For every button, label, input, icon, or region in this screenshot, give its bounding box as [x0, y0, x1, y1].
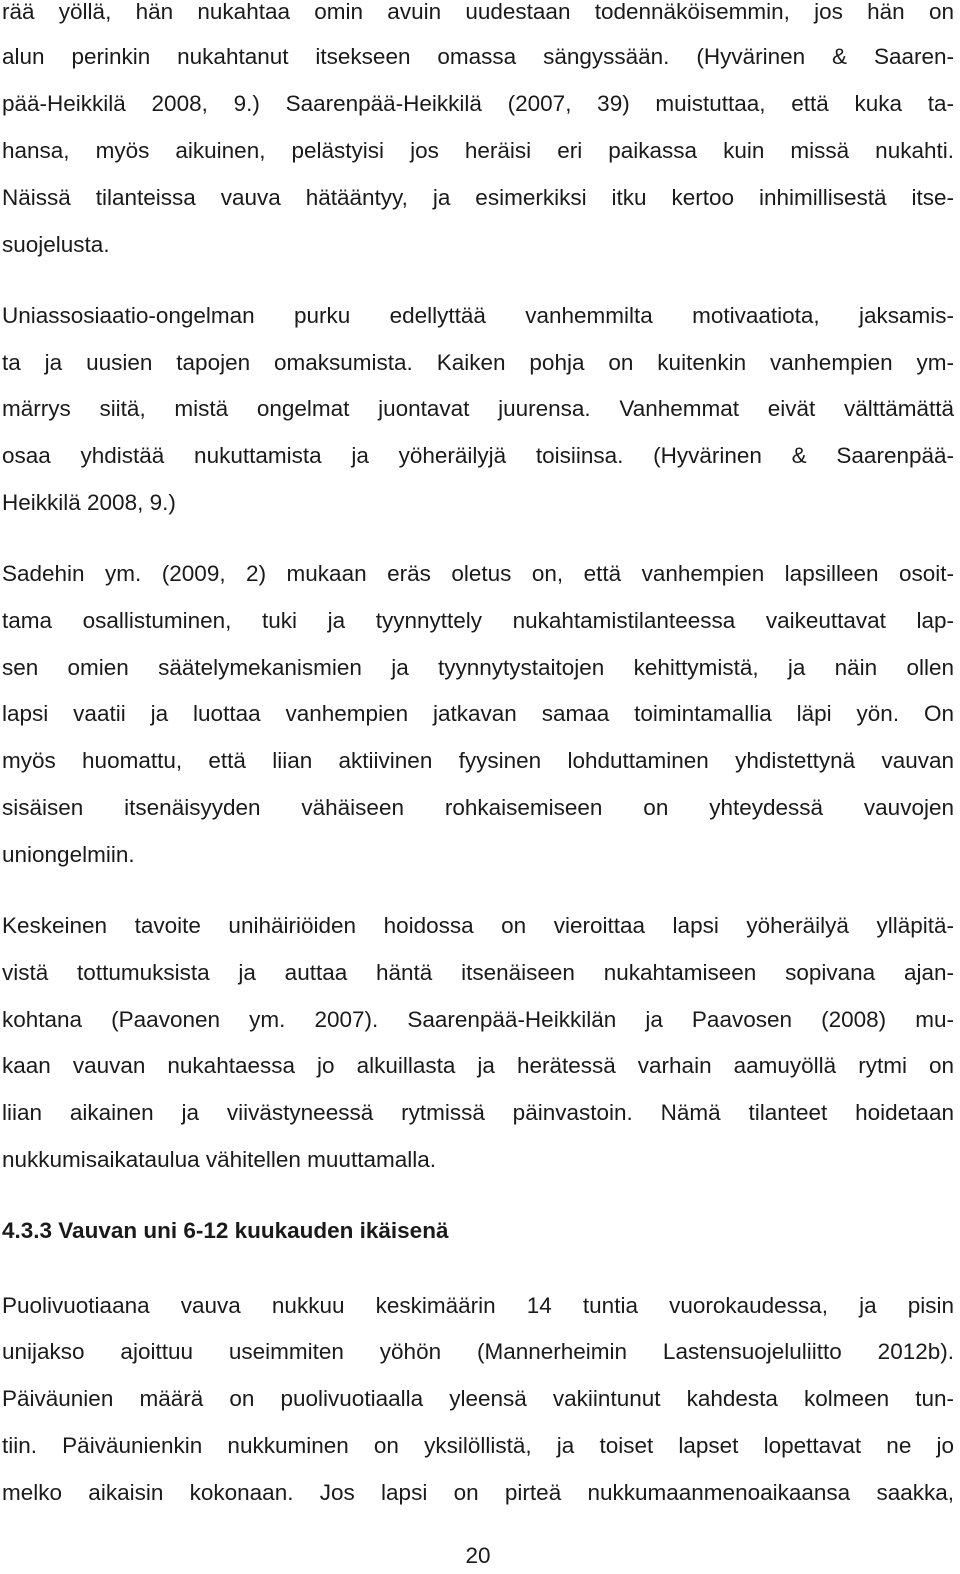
text-line: sen omien säätelymekanismien ja tyynnytystaitojen kehittymistä, ja näin ollen [2, 655, 954, 680]
text-line: Puolivuotiaana vauva nukkuu keskimäärin 14 tuntia vuorokaudessa, ja pisin [2, 1293, 954, 1318]
text-line: ta ja uusien tapojen omaksumista. Kaiken pohja on kuitenkin vanhempien ym- [2, 350, 954, 375]
text-line: unijakso ajoittuu useimmiten yöhön (Mannerheimin Lastensuojeluliitto 2012b). [2, 1339, 954, 1364]
text-line: tama osallistuminen, tuki ja tyynnyttely nukahtamistilanteessa vaikeuttavat lap- [2, 608, 954, 633]
text-line: sisäisen itsenäisyyden vähäiseen rohkaisemiseen on yhteydessä vauvojen [2, 795, 954, 820]
text-line: suojelusta. [2, 232, 110, 257]
text-line: kohtana (Paavonen ym. 2007). Saarenpää-Heikkilän ja Paavosen (2008) mu- [2, 1007, 954, 1032]
text-line: Heikkilä 2008, 9.) [2, 490, 176, 515]
text-line: melko aikaisin kokonaan. Jos lapsi on pirteä nukkumaanmenoaikaansa saakka, [2, 1480, 954, 1505]
page-number: 20 [465, 1543, 491, 1568]
text-line: osaa yhdistää nukuttamista ja yöheräilyjä toisiinsa. (Hyvärinen & Saarenpää- [2, 443, 954, 468]
text-line: Uniassosiaatio-ongelman purku edellyttää vanhemmilta motivaatiota, jaksamis- [2, 303, 954, 328]
text-line: hansa, myös aikuinen, pelästyisi jos heräisi eri paikassa kuin missä nukahti. [2, 138, 954, 163]
text-line: märrys siitä, mistä ongelmat juontavat juurensa. Vanhemmat eivät välttämättä [2, 396, 954, 421]
text-line: vistä tottumuksista ja auttaa häntä itsenäiseen nukahtamiseen sopivana ajan- [2, 960, 954, 985]
text-line: pää-Heikkilä 2008, 9.) Saarenpää-Heikkilä (2007, 39) muistuttaa, että kuka ta- [2, 91, 954, 116]
text-line: liian aikainen ja viivästyneessä rytmissä päinvastoin. Nämä tilanteet hoidetaan [2, 1100, 954, 1125]
section-heading: 4.3.3 Vauvan uni 6-12 kuukauden ikäisenä [2, 1218, 449, 1243]
text-line: Päiväunien määrä on puolivuotiaalla yleensä vakiintunut kahdesta kolmeen tun- [2, 1386, 954, 1411]
text-line: nukkumisaikataulua vähitellen muuttamalla. [2, 1147, 436, 1172]
text-line: Näissä tilanteissa vauva hätääntyy, ja esimerkiksi itku kertoo inhimillisestä itse- [2, 185, 954, 210]
text-line: lapsi vaatii ja luottaa vanhempien jatkavan samaa toimintamallia läpi yön. On [2, 701, 954, 726]
text-line: tiin. Päiväunienkin nukkuminen on yksilöllistä, ja toiset lapset lopettavat ne jo [2, 1433, 954, 1458]
text-line: myös huomattu, että liian aktiivinen fyysinen lohduttaminen yhdistettynä vauvan [2, 748, 954, 773]
text-line: rää yöllä, hän nukahtaa omin avuin uudestaan todennäköisemmin, jos hän on [2, 0, 954, 24]
text-line: Sadehin ym. (2009, 2) mukaan eräs oletus on, että vanhempien lapsilleen osoit- [2, 561, 954, 586]
text-line: Keskeinen tavoite unihäiriöiden hoidossa on vieroittaa lapsi yöheräilyä ylläpitä- [2, 913, 954, 938]
text-line: kaan vauvan nukahtaessa jo alkuillasta ja herätessä varhain aamuyöllä rytmi on [2, 1053, 954, 1078]
text-line: alun perinkin nukahtanut itsekseen omassa sängyssään. (Hyvärinen & Saaren- [2, 44, 954, 69]
text-line: uniongelmiin. [2, 842, 135, 867]
